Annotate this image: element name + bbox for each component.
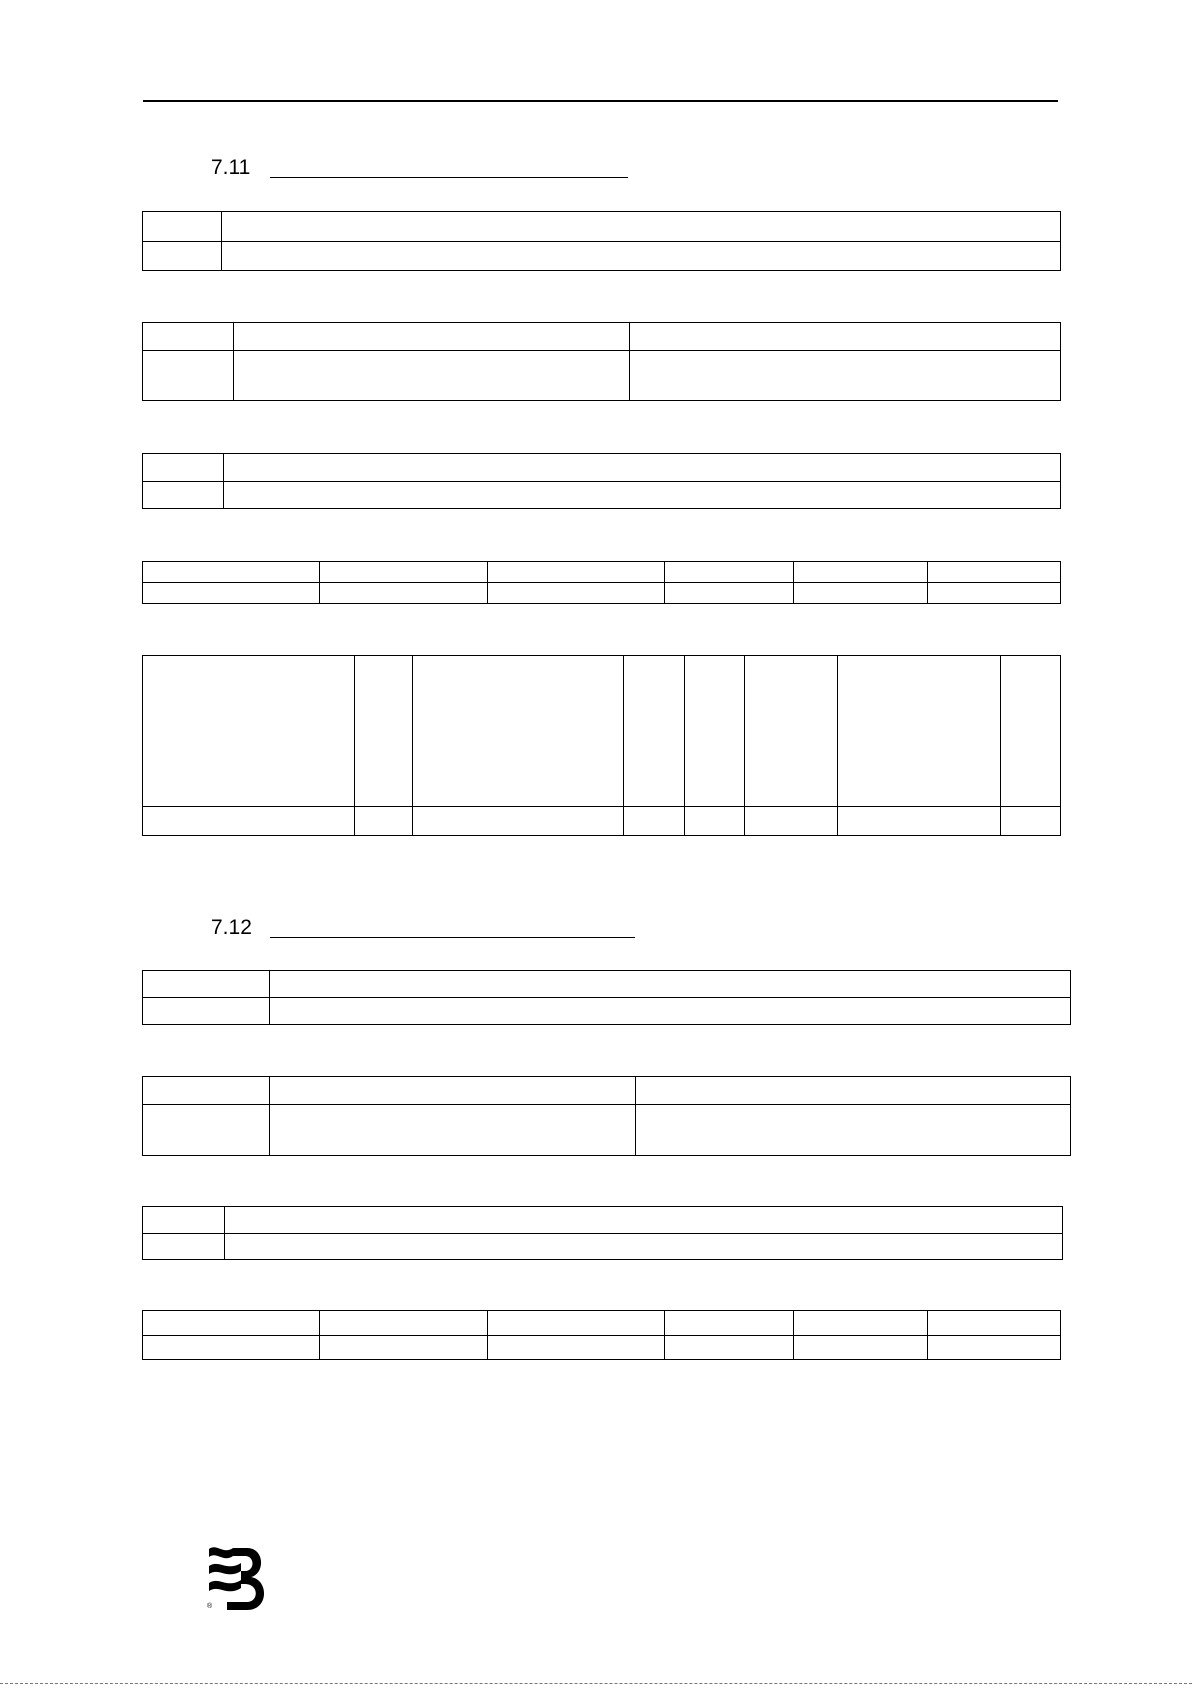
table-cell <box>270 998 1071 1025</box>
table-cell <box>794 583 928 604</box>
table-cell <box>270 1105 636 1156</box>
table-cell <box>928 562 1061 583</box>
table-cell <box>270 1077 636 1105</box>
table-cell <box>320 562 488 583</box>
table-cell <box>320 583 488 604</box>
table-cell <box>665 583 794 604</box>
table-cell <box>143 1335 320 1360</box>
table-cell <box>685 807 745 836</box>
table-cell <box>143 481 224 509</box>
parameters-table <box>142 561 1061 604</box>
trademark-symbol: ® <box>207 1603 213 1610</box>
field-table <box>142 453 1061 509</box>
table-cell <box>320 1311 488 1336</box>
table-cell <box>143 351 234 401</box>
footer-rule <box>0 1683 1192 1684</box>
table-cell <box>143 241 222 271</box>
table-cell <box>143 1311 320 1336</box>
field-table <box>142 1206 1063 1260</box>
table-cell <box>143 807 355 836</box>
table-cell <box>794 1335 928 1360</box>
table-cell <box>928 1335 1061 1360</box>
table-cell <box>143 212 222 242</box>
table-cell <box>224 481 1061 509</box>
table-cell <box>143 1077 270 1105</box>
table-cell <box>234 323 630 351</box>
table-cell <box>143 1207 225 1234</box>
table-cell <box>794 1311 928 1336</box>
table-cell <box>234 351 630 401</box>
table-cell <box>630 351 1061 401</box>
table-cell <box>745 656 838 807</box>
table-cell <box>928 1311 1061 1336</box>
table-cell <box>624 656 685 807</box>
table-cell <box>665 562 794 583</box>
header-rule <box>143 100 1058 102</box>
section-title-line <box>270 937 635 938</box>
settings-table <box>142 655 1061 836</box>
table-cell <box>143 562 320 583</box>
table-cell <box>488 1311 665 1336</box>
table-cell <box>225 1207 1063 1234</box>
table-cell <box>1001 656 1061 807</box>
table-cell <box>413 807 624 836</box>
options-table <box>142 322 1061 401</box>
company-logo <box>207 1544 273 1614</box>
table-cell <box>685 656 745 807</box>
table-cell <box>665 1311 794 1336</box>
table-cell <box>224 454 1061 482</box>
options-table <box>142 1076 1071 1156</box>
table-cell <box>1001 807 1061 836</box>
table-cell <box>624 807 685 836</box>
parameters-table <box>142 1310 1061 1360</box>
section-title-line <box>270 177 628 178</box>
table-cell <box>143 1233 225 1260</box>
table-cell <box>143 1105 270 1156</box>
table-cell <box>928 583 1061 604</box>
field-table <box>142 211 1061 271</box>
table-cell <box>143 656 355 807</box>
section-number: 7.11 <box>211 156 251 179</box>
table-cell <box>665 1335 794 1360</box>
table-cell <box>222 212 1061 242</box>
table-cell <box>270 971 1071 998</box>
table-cell <box>225 1233 1063 1260</box>
table-cell <box>745 807 838 836</box>
table-cell <box>143 583 320 604</box>
table-cell <box>488 562 665 583</box>
table-cell <box>636 1077 1071 1105</box>
section-number: 7.12 <box>211 916 252 939</box>
table-cell <box>143 998 270 1025</box>
table-cell <box>488 583 665 604</box>
table-cell <box>636 1105 1071 1156</box>
table-cell <box>488 1335 665 1360</box>
field-table <box>142 970 1071 1025</box>
table-cell <box>838 807 1001 836</box>
table-cell <box>355 656 413 807</box>
table-cell <box>320 1335 488 1360</box>
table-cell <box>794 562 928 583</box>
table-cell <box>143 454 224 482</box>
table-cell <box>838 656 1001 807</box>
table-cell <box>413 656 624 807</box>
table-cell <box>630 323 1061 351</box>
table-cell <box>222 241 1061 271</box>
table-cell <box>355 807 413 836</box>
table-cell <box>143 323 234 351</box>
table-cell <box>143 971 270 998</box>
